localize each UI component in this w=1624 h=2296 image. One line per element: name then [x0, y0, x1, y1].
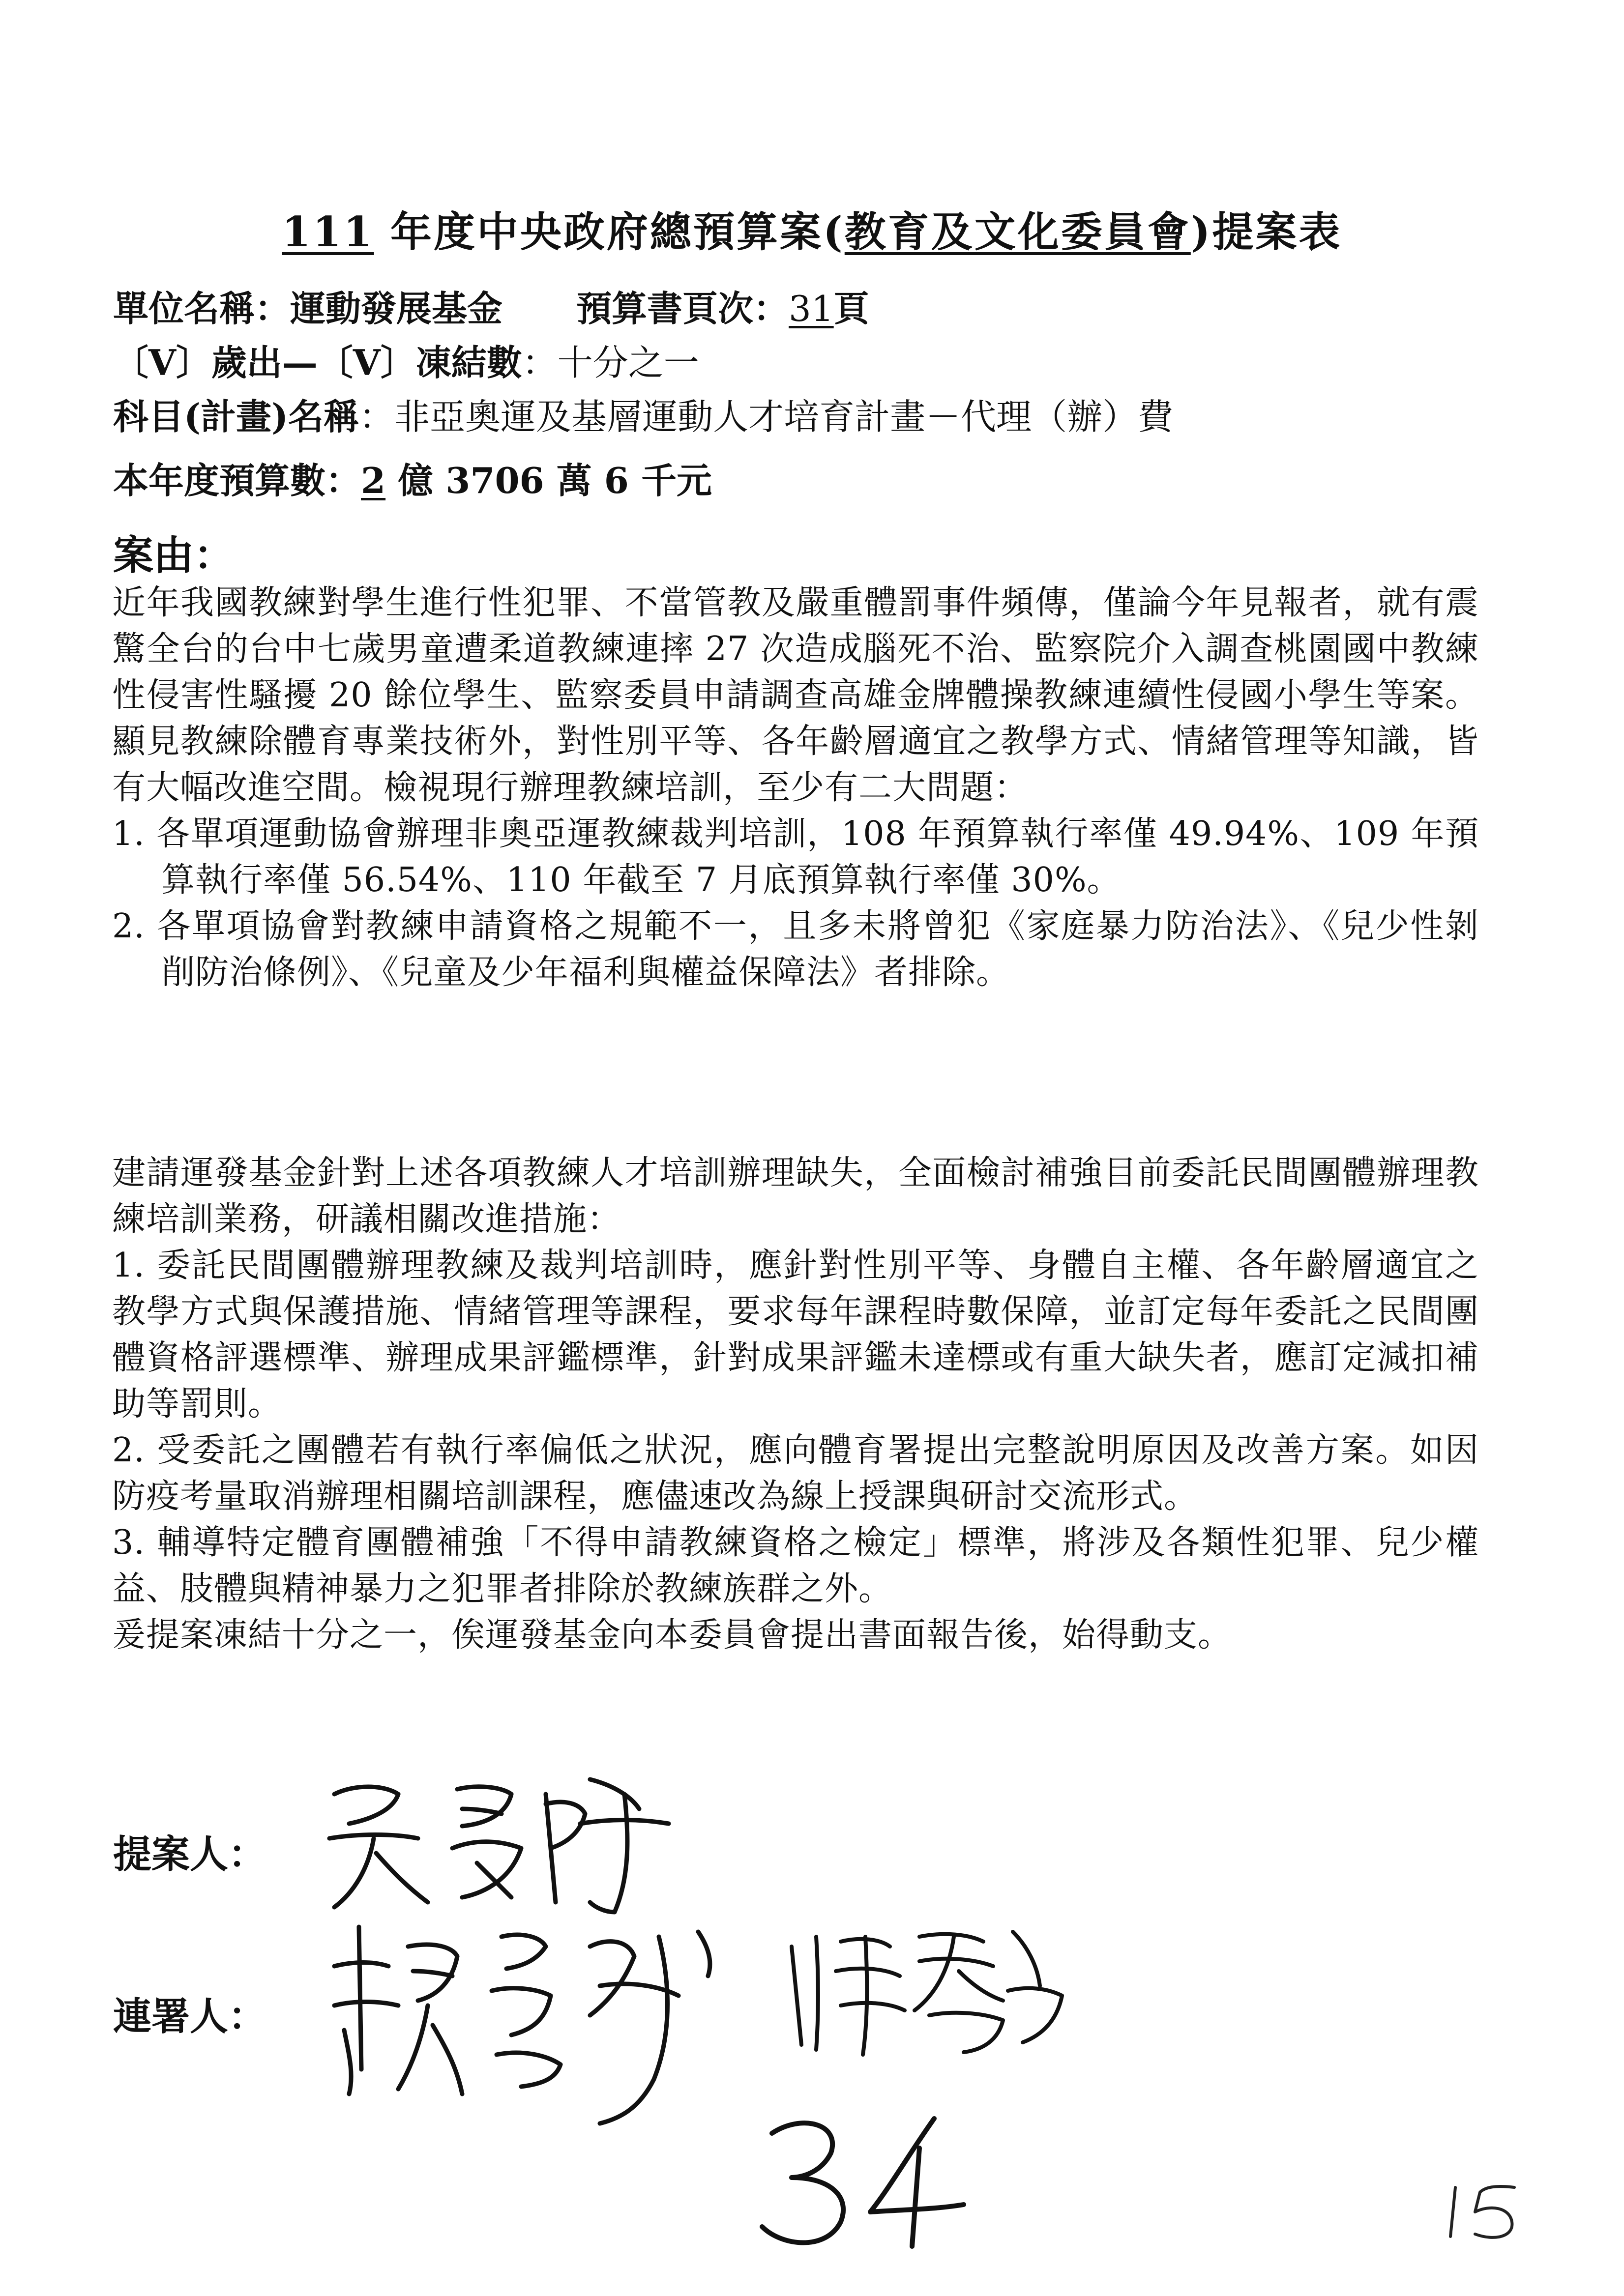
title-committee: 教育及文化委員會: [844, 207, 1191, 256]
proposal-item-2: 2. 受委託之團體若有執行率偏低之狀況，應向體育署提出完整說明原因及改善方案。如因防疫考量取消辦理相關培訓課程，應儘速改為線上授課與研討交流形式。: [112, 1431, 1479, 1516]
proposer-signature: [315, 1765, 688, 1922]
reason-item-2: 2. 各單項協會對教練申請資格之規範不一，且多未將曾犯《家庭暴力防治法》、《兒少性剝削防治條例》、《兒童及少年福利與權益保障法》者排除。: [112, 907, 1479, 992]
unit-value: 運動發展基金: [290, 288, 503, 329]
reason-item-1: 1. 各單項運動協會辦理非奧亞運教練裁判培訓，108 年預算執行率僅 49.94%、109 年預算執行率僅 56.54%、110 年截至 7 月底預算執行率僅 30%。: [112, 814, 1479, 900]
subject-value: ：非亞奧運及基層運動人才培育計畫－代理（辦）費: [359, 396, 1174, 437]
proposal-section: [112, 1150, 1479, 1658]
page-number: 31: [789, 288, 834, 329]
reason-heading: 案由：: [113, 532, 235, 579]
unit-label: 單位名稱：: [113, 288, 291, 329]
page-unit: 頁: [833, 288, 869, 329]
page-label: 預算書頁次：: [576, 288, 789, 329]
subject-line: [113, 388, 1173, 439]
cosigner-signature-1: [315, 1907, 757, 2133]
subject-label: 科目(計畫)名稱: [113, 396, 359, 437]
freeze-label: 〔V〕歲出—〔V〕凍結數: [113, 342, 522, 383]
document-title: [0, 199, 1624, 259]
reason-section: [112, 580, 1479, 996]
budget-rest: 億 3706 萬 6 千元: [385, 460, 712, 501]
cosigner-signature-2: [772, 1917, 1067, 2064]
budget-label: 本年度預算數：: [113, 460, 361, 501]
stamp-number-34: [747, 2104, 974, 2251]
proposer-label: 提案人：: [113, 1832, 267, 1877]
proposal-conclusion: 爰提案凍結十分之一，俟運發基金向本委員會提出書面報告後，始得動支。: [112, 1616, 1232, 1655]
proposal-item-1: 1. 委託民間團體辦理教練及裁判培訓時，應針對性別平等、身體自主權、各年齡層適宜之教學方式與保護措施、情緒管理等課程，要求每年課程時數保障，並訂定每年委託之民間團體資格評選標準、辦理成果評鑑標準，針對成果評鑑未達標或有重大缺失者，應訂定減扣補助等罰則。: [112, 1246, 1479, 1424]
corner-number-15: [1441, 2178, 1529, 2246]
freeze-line: [113, 334, 699, 385]
cosigner-label: 連署人：: [113, 1994, 267, 2039]
title-pre: 年度中央政府總預算案(: [374, 207, 845, 256]
title-post: )提案表: [1190, 207, 1342, 256]
freeze-value: ：十分之一: [522, 342, 699, 383]
title-year: 111: [282, 207, 374, 256]
unit-line: [113, 280, 869, 331]
budget-line: [113, 452, 712, 503]
budget-num: 2: [361, 460, 386, 501]
proposal-item-3: 3. 輔導特定體育團體補強「不得申請教練資格之檢定」標準，將涉及各類性犯罪、兒少權益、肢體與精神暴力之犯罪者排除於教練族群之外。: [112, 1523, 1479, 1608]
proposal-intro: 建請運發基金針對上述各項教練人才培訓辦理缺失，全面檢討補強目前委託民間團體辦理教練培訓業務，研議相關改進措施：: [112, 1154, 1479, 1239]
reason-paragraph: 近年我國教練對學生進行性犯罪、不當管教及嚴重體罰事件頻傳，僅論今年見報者，就有震驚全台的台中七歲男童遭柔道教練連摔 27 次造成腦死不治、監察院介入調查桃園國中教練性侵害性騷擾 20 餘位學生、監察委員申請調查高雄金牌體操教練連續性侵國小學生等案。顯見教練除體育專業技術外，對性別平等、各年齡層適宜之教學方式、情緒管理等知識，皆有大幅改進空間。檢視現行辦理教練培訓，至少有二大問題：: [112, 583, 1479, 807]
